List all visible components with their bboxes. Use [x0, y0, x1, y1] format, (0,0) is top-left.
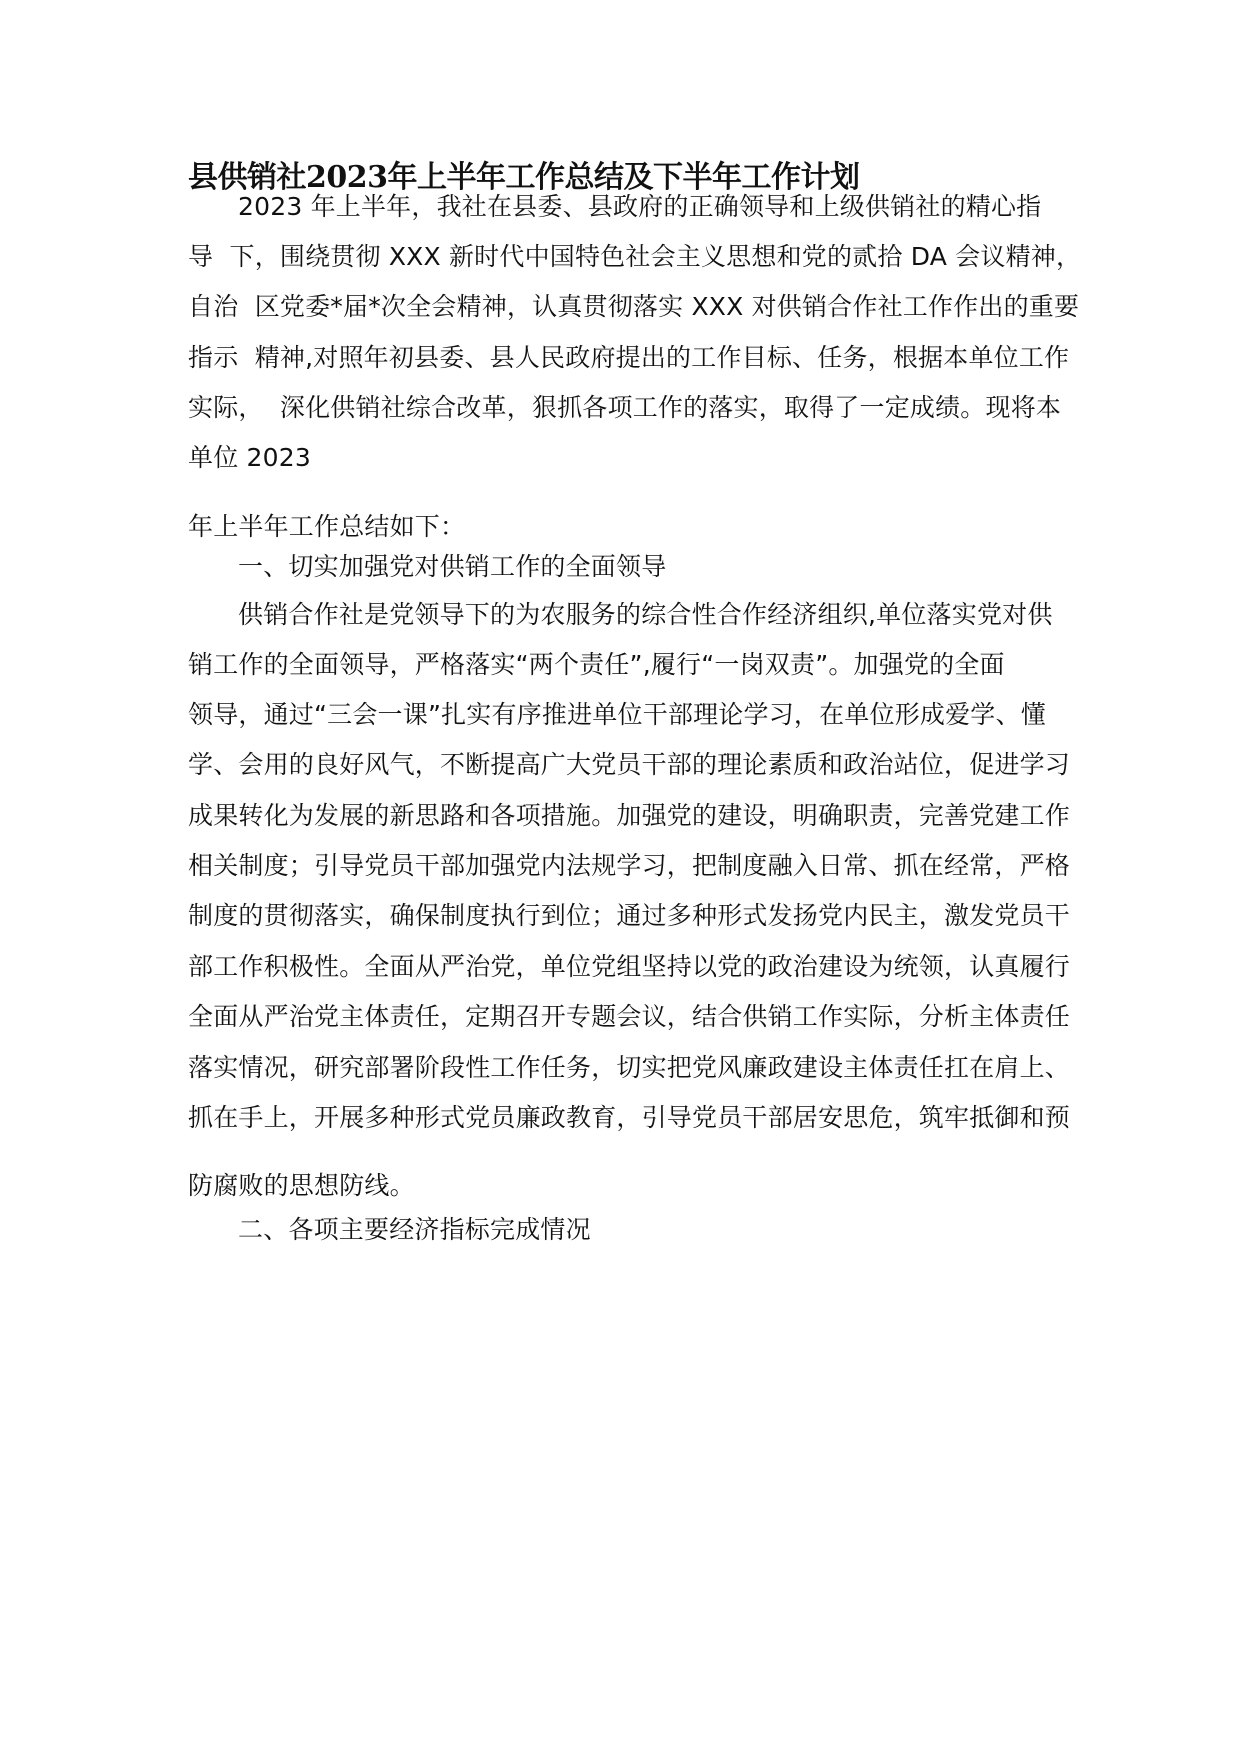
paragraph-line: 部工作积极性。全面从严治党，单位党组坚持以党的政治建设为统领，认真履行 [188, 952, 1071, 981]
paragraph-line: 抓在手上，开展多种形式党员廉政教育，引导党员干部居安思危，筑牢抵御和预 [188, 1103, 1071, 1132]
paragraph-line: 全面从严治党主体责任，定期召开专题会议，结合供销工作实际，分析主体责任 [188, 1002, 1071, 1031]
paragraph-line: 学、会用的良好风气，不断提高广大党员干部的理论素质和政治站位，促进学习 [188, 750, 1071, 779]
paragraph-line: 指示 精神,对照年初县委、县人民政府提出的工作目标、任务，根据本单位工作 [188, 343, 1070, 372]
paragraph-line: 供销合作社是党领导下的为农服务的综合性合作经济组织,单位落实党对供 [238, 600, 1053, 629]
paragraph-line: 销工作的全面领导，严格落实“两个责任”,履行“一岗双责”。加强党的全面 [188, 650, 1005, 679]
paragraph-line: 实际， 深化供销社综合改革，狠抓各项工作的落实，取得了一定成绩。现将本 [188, 393, 1062, 422]
section-heading: 一、切实加强党对供销工作的全面领导 [238, 552, 667, 581]
paragraph-line: 相关制度；引导党员干部加强党内法规学习，把制度融入日常、抓在经常，严格 [188, 851, 1071, 880]
paragraph-line: 单位 2023 [188, 443, 311, 472]
paragraph-line: 领导，通过“三会一课”扎实有序推进单位干部理论学习，在单位形成爱学、懂 [188, 700, 1046, 729]
paragraph-line: 成果转化为发展的新思路和各项措施。加强党的建设，明确职责，完善党建工作 [188, 801, 1071, 830]
paragraph-line: 自治 区党委*届*次全会精神，认真贯彻落实 XXX 对供销合作社工作作出的重要 [188, 292, 1080, 321]
paragraph-line: 导 下，围绕贯彻 XXX 新时代中国特色社会主义思想和党的贰拾 DA 会议精神， [188, 242, 1082, 271]
document-title: 县供销社2023年上半年工作总结及下半年工作计划 [188, 160, 860, 195]
paragraph-line: 年上半年工作总结如下： [188, 512, 466, 541]
paragraph-line: 2023 年上半年，我社在县委、县政府的正确领导和上级供销社的精心指 [238, 192, 1042, 221]
paragraph-line: 防腐败的思想防线。 [188, 1171, 415, 1200]
paragraph-line: 落实情况，研究部署阶段性工作任务，切实把党风廉政建设主体责任扛在肩上、 [188, 1053, 1071, 1082]
paragraph-line: 制度的贯彻落实，确保制度执行到位；通过多种形式发扬党内民主，激发党员干 [188, 901, 1071, 930]
section-heading: 二、各项主要经济指标完成情况 [238, 1215, 591, 1244]
